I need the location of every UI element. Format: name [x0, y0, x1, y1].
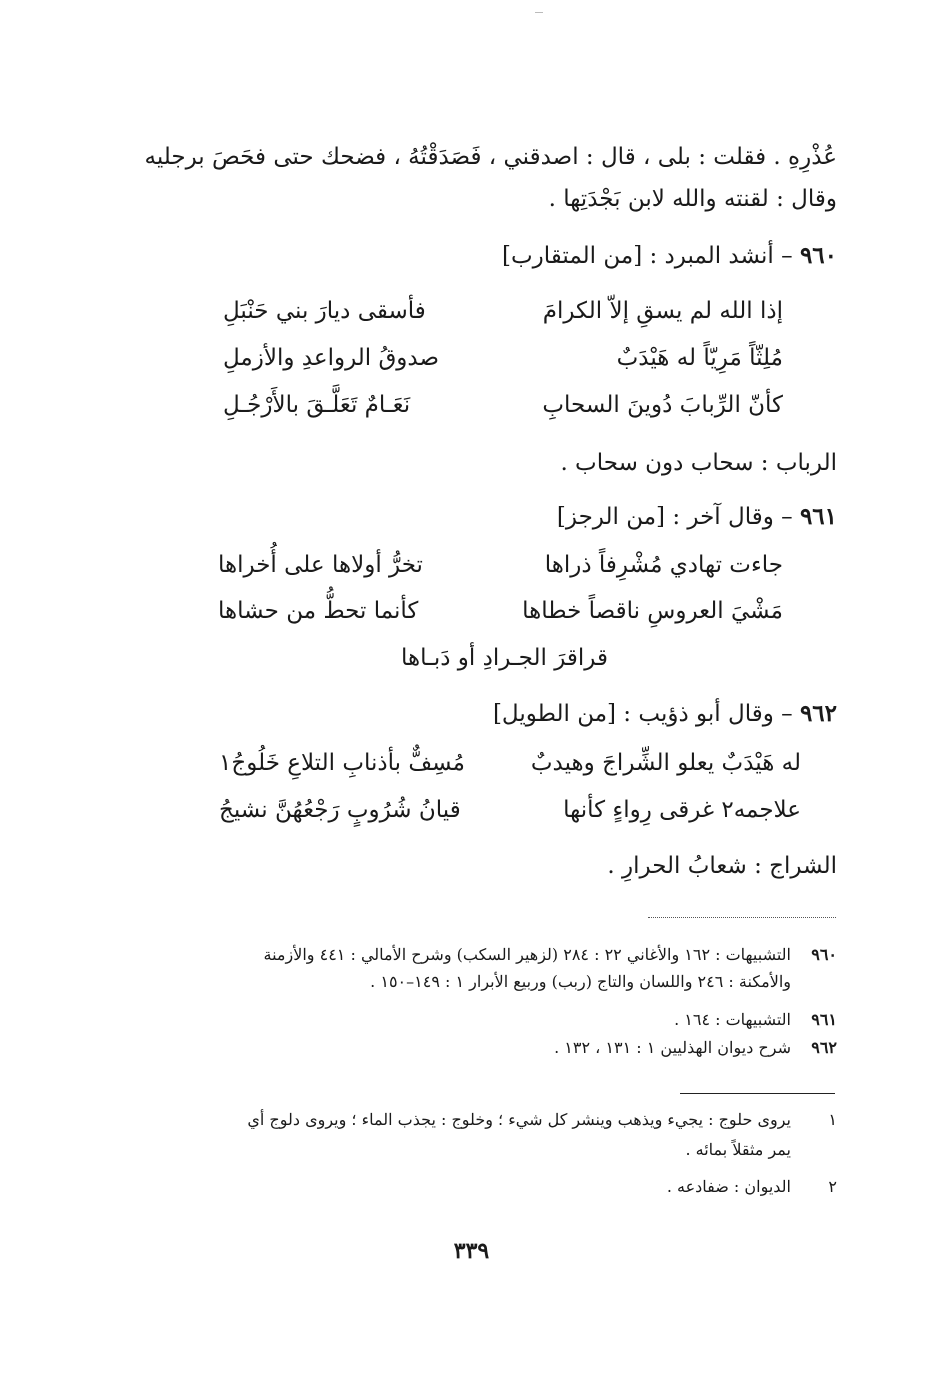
first-hemistich: إذا الله لم يسقِ إلاّ الكرامَ — [542, 298, 783, 324]
first-hemistich: كأنّ الرِّبابَ دُوينَ السحابِ — [542, 392, 783, 418]
first-hemistich: جاءت تهادي مُشْرِفاً ذراها — [544, 552, 783, 578]
entry-number: ٩٦١ — [799, 503, 837, 530]
source-text: التشبيهات : ١٦٢ والأغاني ٢٢ : ٢٨٤ (لزهير السكب) وشرح الأمالي : ٤٤١ والأزمنة — [263, 945, 791, 964]
second-hemistich: تخرُّ أولاها على أُخراها — [218, 552, 423, 578]
entry-heading-960 — [502, 242, 837, 269]
sources-separator — [648, 917, 836, 918]
prose-line: عُذْرِهِ . فقلت : بلى ، قال : اصدقني ، فَصَدَقْتُهُ ، فضحك حتى فحَصَ برجليه — [144, 144, 837, 170]
first-hemistich: له هَيْدَبٌ يعلو الشِّراجَ وهيدبٌ — [530, 750, 801, 776]
second-hemistich: صدوقُ الرواعدِ والأزملِ — [223, 345, 440, 371]
second-hemistich: فأسقى ديارَ بني حَنْبَلِ — [223, 298, 426, 324]
second-hemistich: كأنما تحطُّ من حشاها — [218, 598, 419, 624]
page-number: ٣٣٩ — [453, 1238, 490, 1264]
footnote-label: ٢ — [828, 1177, 837, 1196]
entry-number: ٩٦٢ — [799, 700, 837, 727]
entry-number: ٩٦٠ — [799, 242, 837, 269]
prose-line: وقال : لقنته والله لابن بَجْدَتِها . — [548, 186, 837, 212]
verse-single-line: قراقرَ الجـرادِ أو دَبـاها — [400, 645, 608, 671]
source-text: التشبيهات : ١٦٤ . — [674, 1010, 791, 1029]
second-hemistich: نَعَـامٌ تَعَلَّـقَ بالأَرْجُـلِ — [223, 392, 411, 418]
gloss-line: الشراج : شعابُ الحرارِ . — [607, 853, 837, 879]
source-label: ٩٦٢ — [811, 1038, 837, 1057]
footnote-label: ١ — [828, 1110, 837, 1129]
footnotes-separator — [680, 1093, 835, 1094]
entry-title: – وقال أبو ذؤيب : [من الطويل] — [492, 701, 793, 727]
gloss-line: الرباب : سحاب دون سحاب . — [560, 450, 837, 476]
footnote-text: الديوان : ضفادعه . — [666, 1177, 791, 1196]
source-label: ٩٦٠ — [811, 945, 837, 964]
first-hemistich: علاجمه٢ غرقى رِواءٍ كأنها — [563, 797, 801, 823]
second-hemistich: مُسِفٌّ بأذنابِ التلاعِ خَلُوجُ١ — [219, 750, 465, 776]
entry-heading-962 — [493, 700, 837, 727]
first-hemistich: مَشْيَ العروسِ ناقصاً خطاها — [522, 598, 783, 624]
source-text: والأمكنة : ٢٤٦ واللسان والتاج (ربب) وربيع الأبرار ١ : ١٤٩–١٥٠ . — [370, 972, 791, 991]
entry-title: – أنشد المبرد : [من المتقارب] — [502, 243, 793, 269]
top-mark — [535, 12, 543, 13]
footnote-text: يروى حلوج : يجيء ويذهب وينشر كل شيء ؛ وخلوج : يجذب الماء ؛ ويروى دلوج أي — [247, 1110, 791, 1129]
first-hemistich: مُلِثّاً مَرِيّاً له هَيْدَبٌ — [616, 345, 783, 371]
entry-heading-961 — [557, 503, 837, 530]
source-label: ٩٦١ — [811, 1010, 837, 1029]
entry-title: – وقال آخر : [من الرجز] — [556, 504, 793, 530]
second-hemistich: قيانُ شُرُوبٍ رَجْعُهُنَّ نشيجُ — [219, 797, 461, 823]
source-text: شرح ديوان الهذليين ١ : ١٣١ ، ١٣٢ . — [554, 1038, 791, 1057]
footnote-text: يمر مثقلاً بمائه . — [685, 1140, 791, 1159]
